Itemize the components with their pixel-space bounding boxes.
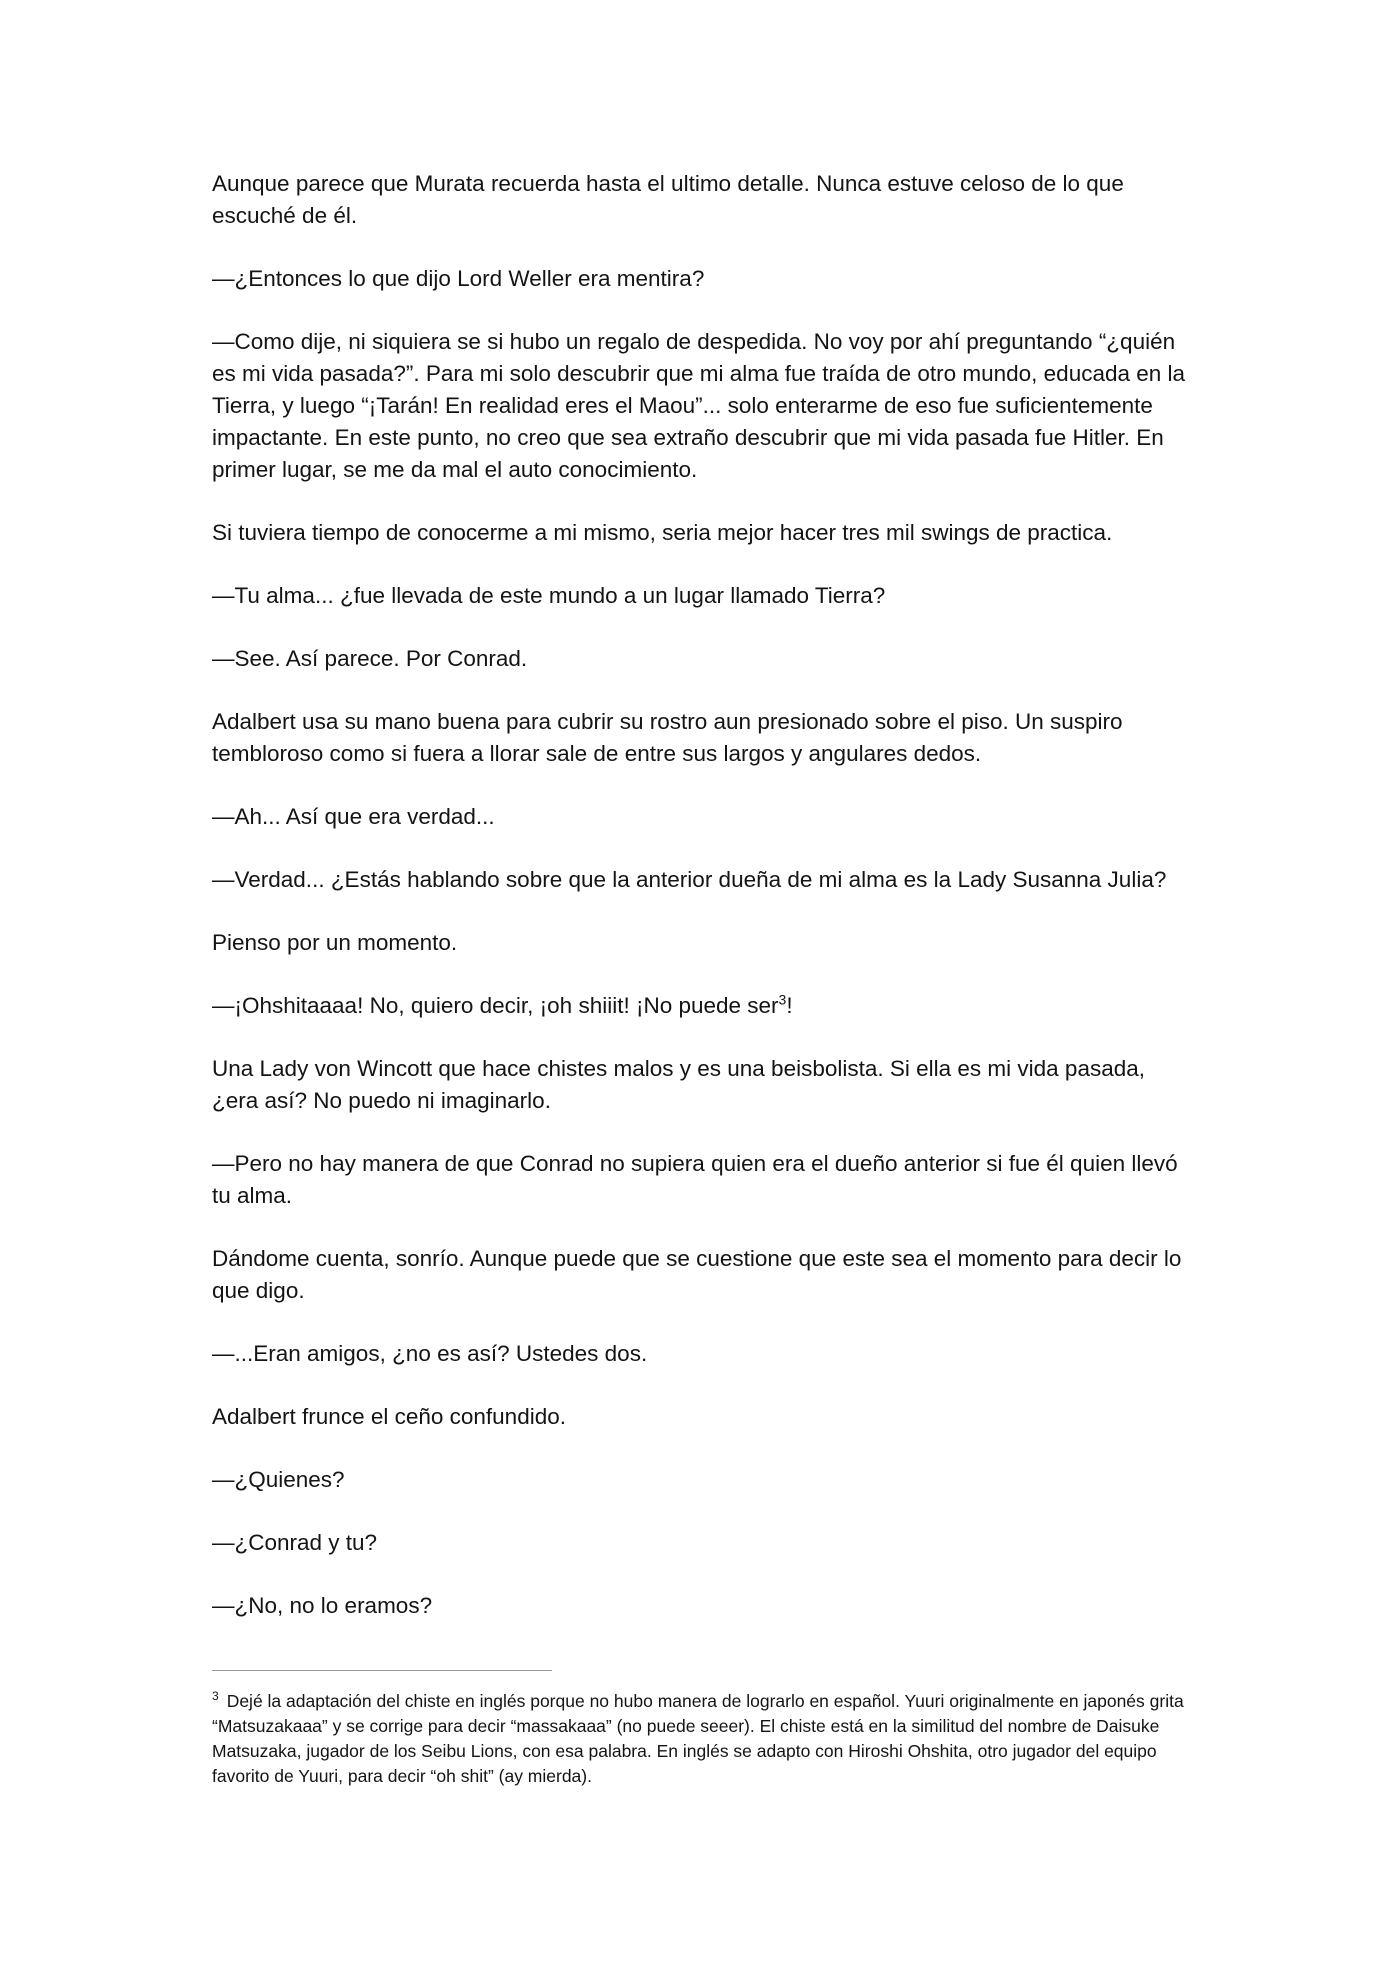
paragraph: —Verdad... ¿Estás hablando sobre que la anterior dueña de mi alma es la Lady Susanna Julia? [212, 867, 1167, 892]
paragraph: —...Eran amigos, ¿no es así? Ustedes dos. [212, 1341, 648, 1366]
paragraph: —¿Quienes? [212, 1467, 345, 1492]
paragraph: —¿Conrad y tu? [212, 1530, 378, 1555]
footnote-separator [212, 1670, 552, 1671]
footnote-reference[interactable]: 3 [778, 991, 787, 1008]
paragraph: Pienso por un momento. [212, 930, 458, 955]
paragraph: Aunque parece que Murata recuerda hasta el ultimo detalle. Nunca estuve celoso de lo que escuché de él. [212, 171, 1124, 228]
footnote [212, 1689, 1192, 1789]
paragraph: Una Lady von Wincott que hace chistes malos y es una beisbolista. Si ella es mi vida pasada, ¿era así? No puedo ni imaginarlo. [212, 1056, 1146, 1113]
document-body [212, 168, 1192, 1622]
footnote-text: Dejé la adaptación del chiste en inglés porque no hubo manera de lograrlo en español. Yuuri originalmente en japonés grita “Matsuzakaaa” y se corrige para decir “massakaaa” (no puede seeer). El chiste está en la similitud del nombre de Daisuke Matsuzaka, jugador de los Seibu Lions, con esa palabra. En inglés se adapto con Hiroshi Ohshita, otro jugador del equipo favorito de Yuuri, para decir “oh shit” (ay mierda). [212, 1691, 1184, 1786]
paragraph: —Tu alma... ¿fue llevada de este mundo a un lugar llamado Tierra? [212, 583, 886, 608]
paragraph: —Pero no hay manera de que Conrad no supiera quien era el dueño anterior si fue él quien llevó tu alma. [212, 1151, 1178, 1208]
paragraph: —¿No, no lo eramos? [212, 1593, 433, 1618]
paragraph: —See. Así parece. Por Conrad. [212, 646, 528, 671]
paragraph: Dándome cuenta, sonrío. Aunque puede que se cuestione que este sea el momento para decir lo que digo. [212, 1246, 1182, 1303]
paragraph: —¿Entonces lo que dijo Lord Weller era mentira? [212, 266, 705, 291]
document-page [212, 168, 1192, 1789]
paragraph-with-footnote [212, 990, 1192, 1022]
footnote-number: 3 [212, 1689, 219, 1704]
paragraph: Si tuviera tiempo de conocerme a mi mismo, seria mejor hacer tres mil swings de practica. [212, 520, 1113, 545]
paragraph: —Como dije, ni siquiera se si hubo un regalo de despedida. No voy por ahí preguntando “¿quién es mi vida pasada?”. Para mi solo descubrir que mi alma fue traída de otro mundo, educada en la Tierra, y luego “¡Tarán! En realidad eres el Maou”... solo enterarme de eso fue suficientemente impactante. En este punto, no creo que sea extraño descubrir que mi vida pasada fue Hitler. En primer lugar, se me da mal el auto conocimiento. [212, 329, 1186, 482]
paragraph: Adalbert usa su mano buena para cubrir su rostro aun presionado sobre el piso. Un suspiro tembloroso como si fuera a llorar sale de entre sus largos y angulares dedos. [212, 709, 1123, 766]
paragraph: —Ah... Así que era verdad... [212, 804, 495, 829]
paragraph-text-tail: ! [786, 993, 793, 1018]
paragraph-text: —¡Ohshitaaaa! No, quiero decir, ¡oh shiiit! ¡No puede ser [212, 993, 779, 1018]
paragraph: Adalbert frunce el ceño confundido. [212, 1404, 566, 1429]
